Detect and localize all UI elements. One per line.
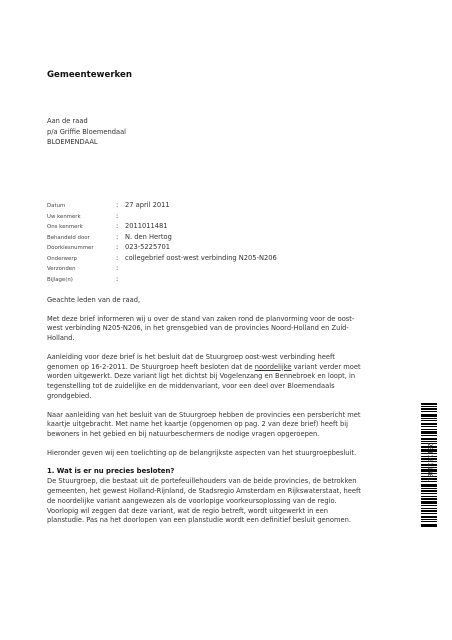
barcode-number: 2011011481: [426, 442, 434, 482]
paragraph-aanleiding: [47, 353, 362, 402]
address-line-3: BLOEMENDAAL: [47, 138, 98, 147]
section-1-text: De Stuurgroep, die bestaat uit de portefeuillehouders van de beide provincies, de betrokken gemeenten, het gewest Holland-Rijnland, de Stadsregio Amsterdam en Rijkswaterstaat, heeft de noordelijke variant aangewezen als de voorlopige voorkeursoplossing van de regio. Voorlopig wil zeggen dat deze variant, wat de regio betreft, wordt uitgewerkt in een planstudie. Pas na het doorlopen van een planstudie wordt een definitief besluit genomen.: [47, 477, 361, 525]
meta-separator: :: [116, 201, 119, 209]
meta-label: Bijlage(n): [47, 276, 73, 283]
letter-body: [47, 296, 362, 526]
meta-label: Datum: [47, 203, 66, 209]
address-line-2: p/a Griffie Bloemendaal: [47, 127, 127, 136]
meta-separator: :: [116, 222, 119, 230]
meta-value: 27 april 2011: [125, 201, 170, 209]
meta-separator: :: [116, 264, 119, 272]
paragraph-toelichting: Hieronder geven wij een toelichting op de belangrijkste aspecten van het stuurgroepbesluit.: [47, 448, 357, 457]
meta-separator: :: [116, 274, 119, 283]
meta-separator: :: [116, 243, 119, 251]
paragraph-intro: Met deze brief informeren wij u over de stand van zaken rond de planvorming voor de oost-west verbinding N205-N206, in het grensgebied van de provincies Noord-Holland en Zuid-Holland.: [47, 314, 355, 343]
paragraph-aanleiding-part-1: Aanleiding voor deze brief is het besluit dat de Stuurgroep oost-west verbinding heeft genomen op 16-2-2011. De Stuurgroep heeft besloten dat de: [47, 352, 335, 371]
salutation: Geachte leden van de raad,: [47, 296, 141, 304]
meta-label: Ons kenmerk: [47, 224, 83, 230]
meta-label: Onderwerp: [47, 255, 77, 262]
meta-label: Verzonden: [47, 266, 76, 272]
meta-separator: :: [116, 253, 119, 262]
meta-label: Uw kenmerk: [47, 213, 81, 220]
underlined-word: noordelijke: [254, 362, 292, 371]
meta-value: 2011011481: [125, 222, 168, 230]
meta-separator: :: [116, 232, 119, 241]
recipient-address: [47, 116, 126, 148]
meta-label: Doorkiesnummer: [47, 245, 94, 251]
meta-value: 023-5225701: [125, 243, 170, 251]
meta-label: Behandeld door: [47, 234, 90, 241]
department-title: Gemeentewerken: [47, 70, 132, 80]
section-1-heading: 1. Wat is er nu precies besloten?: [47, 467, 175, 476]
meta-separator: :: [116, 211, 119, 220]
meta-value: collegebrief oost-west verbinding N205-N206: [125, 253, 277, 262]
meta-value: N. den Hertog: [125, 232, 172, 241]
address-line-1: Aan de raad: [47, 117, 88, 125]
paragraph-persbericht: Naar aanleiding van het besluit van de Stuurgroep hebben de provincies een persbericht met kaartje uitgebracht. Met name het kaartje (opgenomen op pag. 2 van deze brief) heeft bij bewoners in het gebied en bij natuurbeschermers de nodige vragen opgeroepen.: [47, 410, 361, 439]
paragraph-aanleiding-part-2: variant verder moet worden uitgewerkt. Deze variant ligt het dichtst bij Vogelenzang en Bennebroek en loopt, in tegenstelling tot de zuidelijke en de middenvariant, voor een deel over Bloemendaals grondgebied.: [47, 362, 361, 400]
